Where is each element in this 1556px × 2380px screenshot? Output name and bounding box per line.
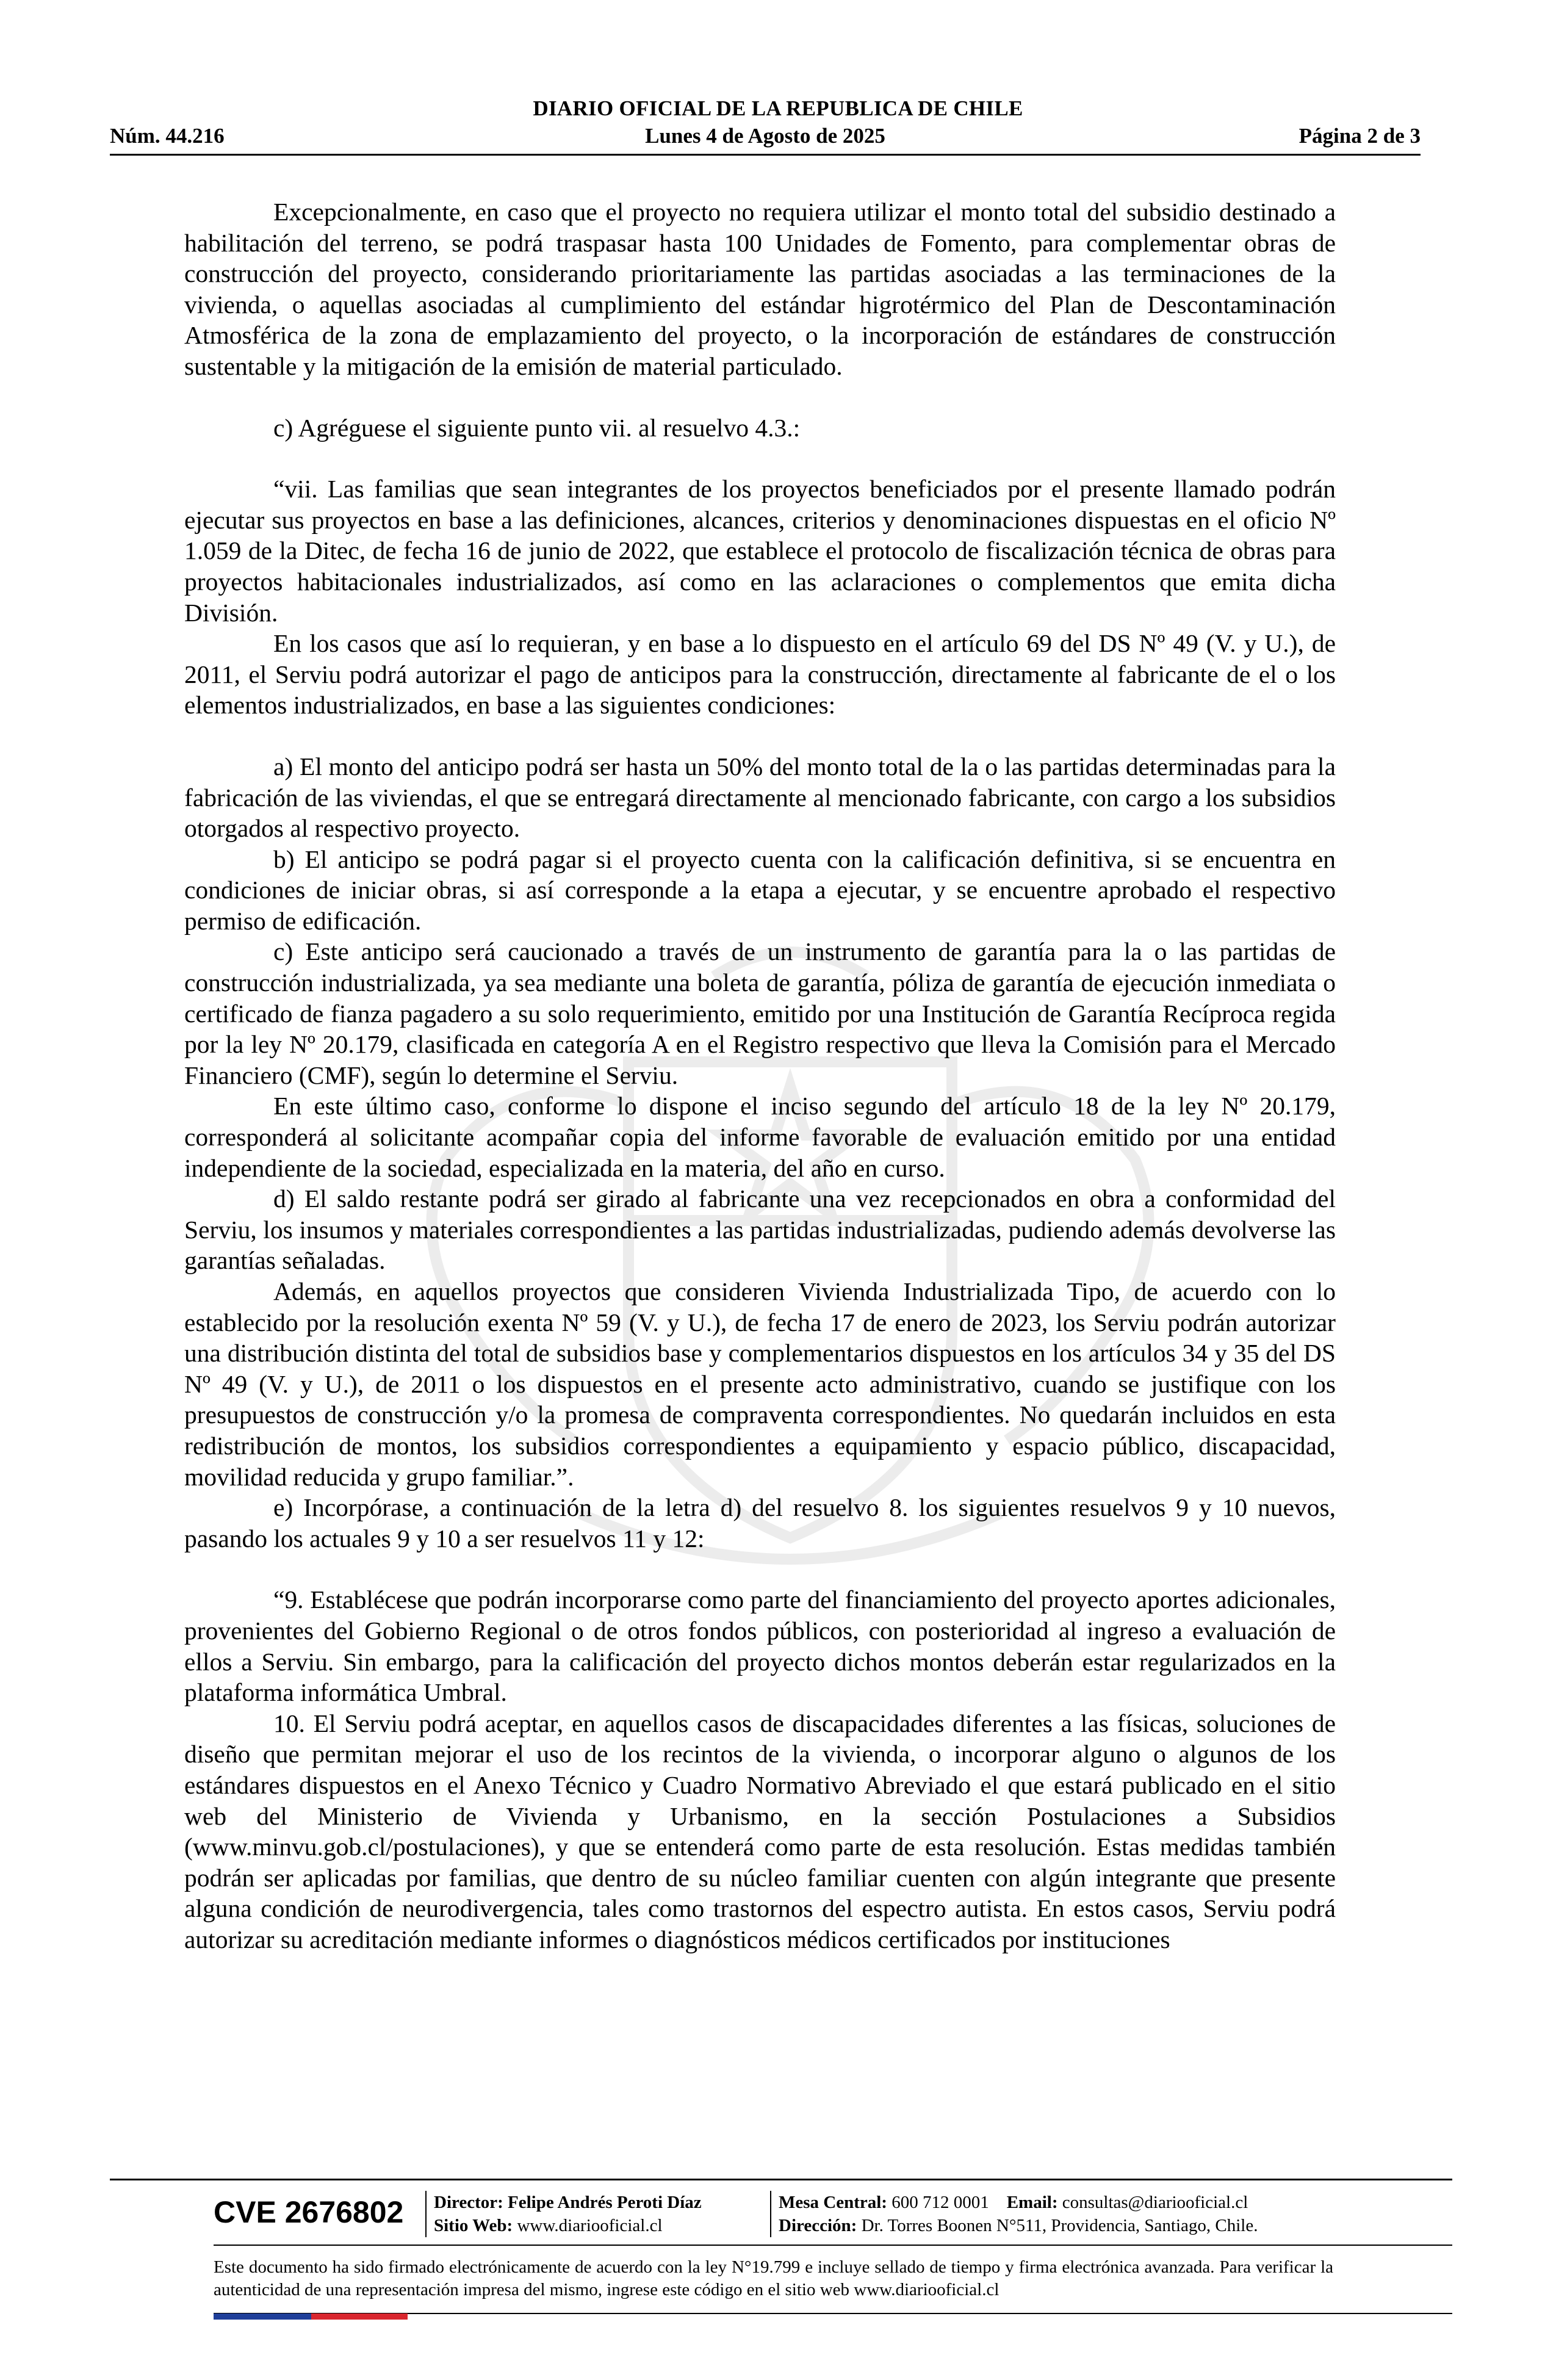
chile-flag-stripe (214, 2313, 408, 2320)
paragraph-vii: “vii. Las familias que sean integrantes de los proyectos beneficiados por el presente llamado podrán ejecutar sus proyectos en base a las definiciones, alcances, criterios y denominaciones dispuestas en el oficio Nº 1.059 de la Ditec, de fecha 16 de junio de 2022, que establece el protocolo de fiscalización técnica de obras para proyectos habitacionales industrializados, así como en las aclaraciones o complementos que emita dicha División. (184, 475, 1336, 627)
paragraph-d-saldo: d) El saldo restante podrá ser girado al fabricante una vez recepcionados en obra a conformidad del Serviu, los insumos y materiales correspondientes a las partidas industrializadas, pudiendo además devolverse las garantías señaladas. (184, 1185, 1336, 1275)
paragraph-b-anticipo: b) El anticipo se podrá pagar si el proyecto cuenta con la calificación definitiva, si se encuentra en condiciones de iniciar obras, si así corresponde a la etapa a ejecutar, y se encuentre aprobado el respectivo permiso de edificación. (184, 845, 1336, 935)
header-row (110, 124, 1421, 151)
director-label: Director: (434, 2193, 503, 2212)
address-label: Dirección: (779, 2216, 857, 2235)
footer-divider-top (110, 2179, 1452, 2180)
footer-divider-middle (214, 2245, 1452, 2246)
flag-blue-segment (214, 2313, 311, 2320)
paragraph-ultimo-caso: En este último caso, conforme lo dispone el inciso segundo del artículo 18 de la ley Nº 20.179, corresponderá al solicitante acompañar copia del informe favorable de evaluación emitido por una entidad independiente de la sociedad, especializada en la materia, del año en curso. (184, 1092, 1336, 1182)
paragraph-9: “9. Establécese que podrán incorporarse como parte del financiamiento del proyecto aportes adicionales, provenientes del Gobierno Regional o de otros fondos públicos, con posterioridad al ingreso a evaluación de ellos a Serviu. Sin embargo, para la calificación del proyecto dichos montos deberán estar regularizados en la plataforma informática Umbral. (184, 1585, 1336, 1707)
header-divider (110, 154, 1421, 156)
paragraph-a-monto: a) El monto del anticipo podrá ser hasta un 50% del monto total de la o las partidas determinadas para la fabricación de las viviendas, el que se entregará directamente al mencionado fabricante, con cargo a los subsidios otorgados al respectivo proyecto. (184, 752, 1336, 843)
page-number: Página 2 de 3 (1298, 124, 1421, 148)
email-label: Email: (1006, 2193, 1058, 2212)
paragraph-c-garantia: c) Este anticipo será caucionado a través de un instrumento de garantía para la o las partidas de construcción industrializada, ya sea mediante una boleta de garantía, póliza de garantía de ejecución inmediata o certificado de fianza pagadero a su solo requerimiento, emitido por una Institución de Garantía Recíproca regida por la ley Nº 20.179, clasificada en categoría A en el Registro respectivo que lleva la Comisión para el Mercado Financiero (CMF), según lo determine el Serviu. (184, 937, 1336, 1089)
paragraph-e-incorporase: e) Incorpórase, a continuación de la letra d) del resuelvo 8. los siguientes resuelvos 9 y 10 nuevos, pasando los actuales 9 y 10 a ser resuelvos 11 y 12: (184, 1493, 1336, 1552)
flag-red-segment (311, 2313, 408, 2320)
website-link[interactable]: www.diariooficial.cl (517, 2216, 663, 2235)
mesa-label: Mesa Central: (779, 2193, 887, 2212)
paragraph-anticipos: En los casos que así lo requieran, y en base a lo dispuesto en el artículo 69 del DS Nº 49 (V. y U.), de 2011, el Serviu podrá autorizar el pago de anticipos para la construcción, directamente al fabricante de el o los elementos industrializados, en base a las siguientes condiciones: (184, 629, 1336, 719)
address-value: Dr. Torres Boonen N°511, Providencia, Santiago, Chile. (861, 2216, 1258, 2235)
paragraph-c-resuelvo: c) Agréguese el siguiente punto vii. al resuelvo 4.3.: (273, 413, 801, 442)
paragraph-habilitacion: Excepcionalmente, en caso que el proyecto no requiera utilizar el monto total del subsidio destinado a habilitación del terreno, se podrá traspasar hasta 100 Unidades de Fomento, para complementar obras de construcción del proyecto, considerando prioritariamente las partidas asociadas a las terminaciones de la vivienda, o aquellas asociadas al cumplimiento del estándar higrotérmico del Plan de Descontaminación Atmosférica de la zona de emplazamiento del proyecto, o la incorporación de estándares de construcción sustentable y la mitigación de la emisión de material particulado. (184, 198, 1336, 380)
article-body (184, 197, 1336, 1955)
signature-note: Este documento ha sido firmado electrónicamente de acuerdo con la ley N°19.799 e incluye sellado de tiempo y firma electrónica avanzada. Para verificar la autenticidad de una representación impresa del mismo, ingrese este código en el sitio web www.diariooficial.cl (214, 2257, 1333, 2299)
issue-number: Núm. 44.216 (110, 124, 225, 148)
director-name: Felipe Andrés Peroti Díaz (508, 2193, 702, 2212)
paragraph-10: 10. El Serviu podrá aceptar, en aquellos casos de discapacidades diferentes a las físicas, soluciones de diseño que permitan mejorar el uso de los recintos de la vivienda, o incorporar alguno o algunos de los estándares dispuestos en el Anexo Técnico y Cuadro Normativo Abreviado el que estará publicado en el sitio web del Ministerio de Vivienda y Urbanismo, en la sección Postulaciones a Subsidios (www.minvu.gob.cl/postulaciones), y que se entenderá como parte de esta resolución. Estas medidas también podrán ser aplicadas por familias, que dentro de su núcleo familiar cuenten con algún integrante que presente alguna condición de neurodivergencia, tales como trastornos del espectro autista. En estos casos, Serviu podrá autorizar su acreditación mediante informes o diagnósticos médicos certificados por instituciones (184, 1709, 1336, 1953)
journal-title: DIARIO OFICIAL DE LA REPUBLICA DE CHILE (533, 96, 1023, 120)
mesa-phone: 600 712 0001 (891, 2193, 989, 2212)
issue-date: Lunes 4 de Agosto de 2025 (645, 124, 885, 148)
footer-contact-block (770, 2191, 1258, 2237)
paragraph-vivienda-tipo: Además, en aquellos proyectos que consideren Vivienda Industrializada Tipo, de acuerdo con lo establecido por la resolución exenta Nº 59 (V. y U.), de fecha 17 de enero de 2023, los Serviu podrán autorizar una distribución distinta del total de subsidios base y complementarios dispuestos en los artículos 34 y 35 del DS Nº 49 (V. y U.), de 2011 o los dispuestos en el presente acto administrativo, cuando se justifique con los presupuestos de construcción y/o la promesa de compraventa correspondientes. No quedarán incluidos en esta redistribución de montos, los subsidios correspondientes a equipamiento y espacio público, discapacidad, movilidad reducida y grupo familiar.”. (184, 1277, 1336, 1491)
email-link[interactable]: consultas@diariooficial.cl (1062, 2193, 1248, 2212)
cve-code: CVE 2676802 (214, 2195, 404, 2229)
footer-director-block (425, 2191, 702, 2237)
website-label: Sitio Web: (434, 2216, 513, 2235)
